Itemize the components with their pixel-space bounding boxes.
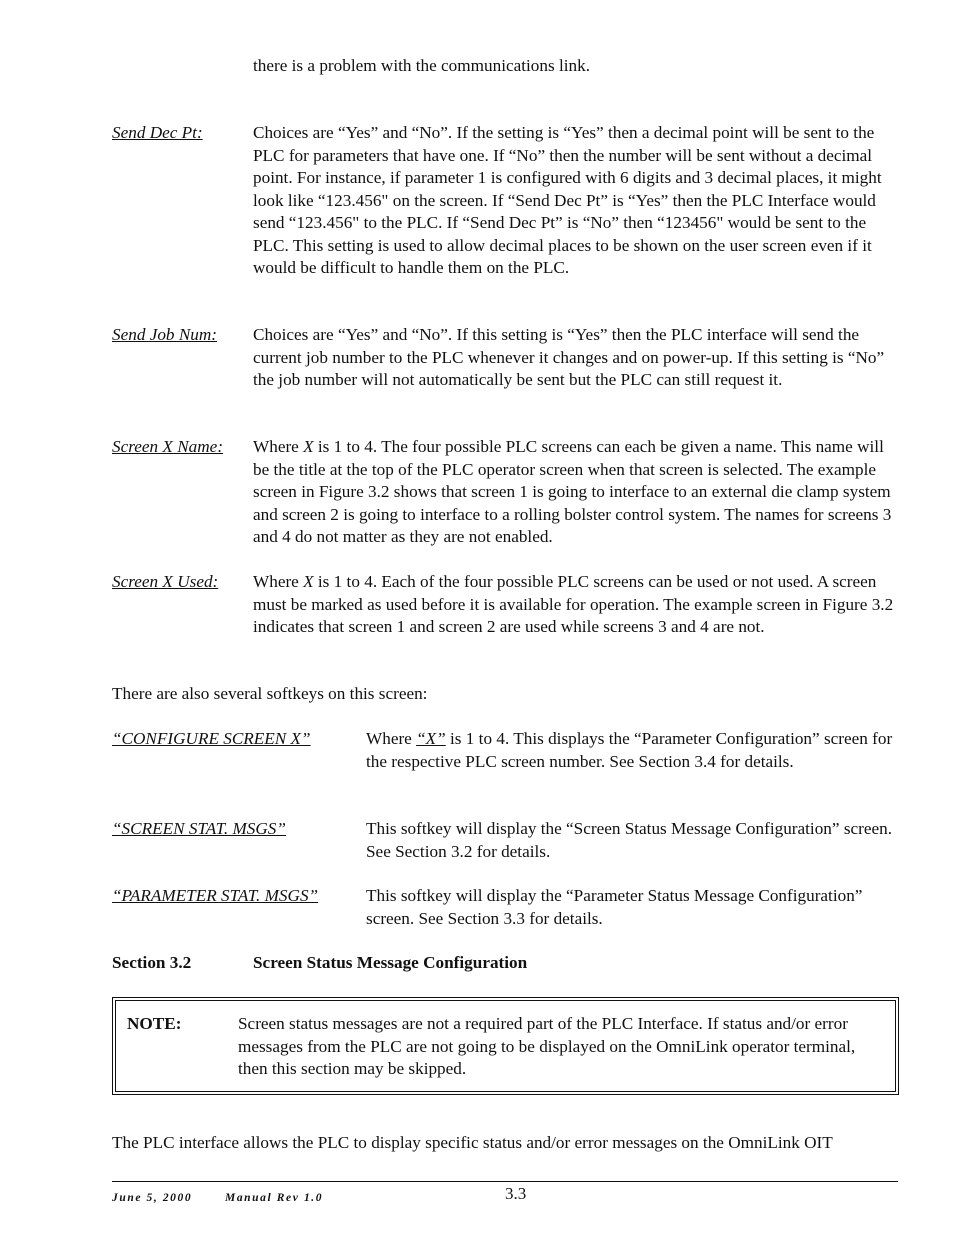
softkey-text-pre: Where <box>366 729 417 748</box>
note-text: Screen status messages are not a required part of the PLC Interface. If status and/or error messages from the PLC are not going to be displayed on the OmniLink operator terminal, then this section may be skipped. <box>238 1014 856 1078</box>
closing-paragraph: The PLC interface allows the PLC to display specific status and/or error messages on the OmniLink OIT <box>112 1133 833 1152</box>
term-send-dec-pt: Send Dec Pt: <box>112 123 203 142</box>
softkey-text-post: is 1 to 4. This displays the “Parameter Configuration” screen for the respective PLC screen number. See Section 3.4 for details. <box>366 729 893 771</box>
definition-text-pre: Where <box>253 572 304 591</box>
softkey-parameter-stat-msgs: “PARAMETER STAT. MSGS” <box>112 886 319 905</box>
definition-screen-x-used <box>253 571 903 639</box>
term-screen-x-name: Screen X Name: <box>112 437 224 456</box>
definition-screen-x-name <box>253 436 903 549</box>
softkeys-intro: There are also several softkeys on this screen: <box>112 684 428 703</box>
softkey-description-configure-screen <box>366 728 896 773</box>
term-screen-x-used: Screen X Used: <box>112 572 219 591</box>
definition-send-dec-pt: Choices are “Yes” and “No”. If the setting is “Yes” then a decimal point will be sent to the PLC for parameters that have one. If “No” then the number will be sent without a decimal point. For instance, if parameter 1 is configured with 6 digits and 3 decimal places, it might look like “123.456" on the screen. If “Send Dec Pt” is “Yes” then the PLC Interface would send “123.456" to the PLC. If “Send Dec Pt” is “No” then “123456" would be sent to the PLC. This setting is used to allow decimal places to be shown on the user screen even if it would be difficult to handle them on the PLC. <box>253 123 882 277</box>
footer-manual-rev: Manual Rev 1.0 <box>225 1192 324 1204</box>
page-number: 3.3 <box>505 1184 527 1203</box>
softkey-screen-stat-msgs: “SCREEN STAT. MSGS” <box>112 819 286 838</box>
variable-x: “X” <box>416 729 446 748</box>
softkey-description-parameter-stat: This softkey will display the “Parameter Status Message Configuration” screen. See Section 3.3 for details. <box>366 886 863 928</box>
term-send-job-num: Send Job Num: <box>112 325 218 344</box>
softkey-description-screen-stat: This softkey will display the “Screen Status Message Configuration” screen. See Section 3.2 for details. <box>366 819 893 861</box>
section-number: Section 3.2 <box>112 953 192 972</box>
variable-x: X <box>303 437 314 456</box>
note-label: NOTE: <box>127 1014 182 1033</box>
definition-send-job-num: Choices are “Yes” and “No”. If this setting is “Yes” then the PLC interface will send the current job number to the PLC whenever it changes and on power-up. If this setting is “No” the job number will not automatically be sent but the PLC can still request it. <box>253 325 885 389</box>
variable-x: X <box>303 572 314 591</box>
footer-date: June 5, 2000 <box>112 1192 193 1204</box>
softkey-configure-screen-x: “CONFIGURE SCREEN X” <box>112 729 311 748</box>
footer-rule <box>112 1181 898 1182</box>
definition-text-pre: Where <box>253 437 304 456</box>
intro-continuation: there is a problem with the communications link. <box>253 56 590 75</box>
note-box <box>112 997 899 1095</box>
definition-text-post: is 1 to 4. The four possible PLC screens can each be given a name. This name will be the title at the top of the PLC operator screen when that screen is selected. The example screen in Figure 3.2 shows that screen 1 is going to interface to an external die clamp system and screen 2 is going to interface to a rolling bolster control system. The names for screens 3 and 4 do not matter as they are not enabled. <box>253 437 892 546</box>
definition-text-post: is 1 to 4. Each of the four possible PLC screens can be used or not used. A screen must be marked as used before it is available for operation. The example screen in Figure 3.2 indicates that screen 1 and screen 2 are used while screens 3 and 4 are not. <box>253 572 894 636</box>
section-title: Screen Status Message Configuration <box>253 953 528 972</box>
